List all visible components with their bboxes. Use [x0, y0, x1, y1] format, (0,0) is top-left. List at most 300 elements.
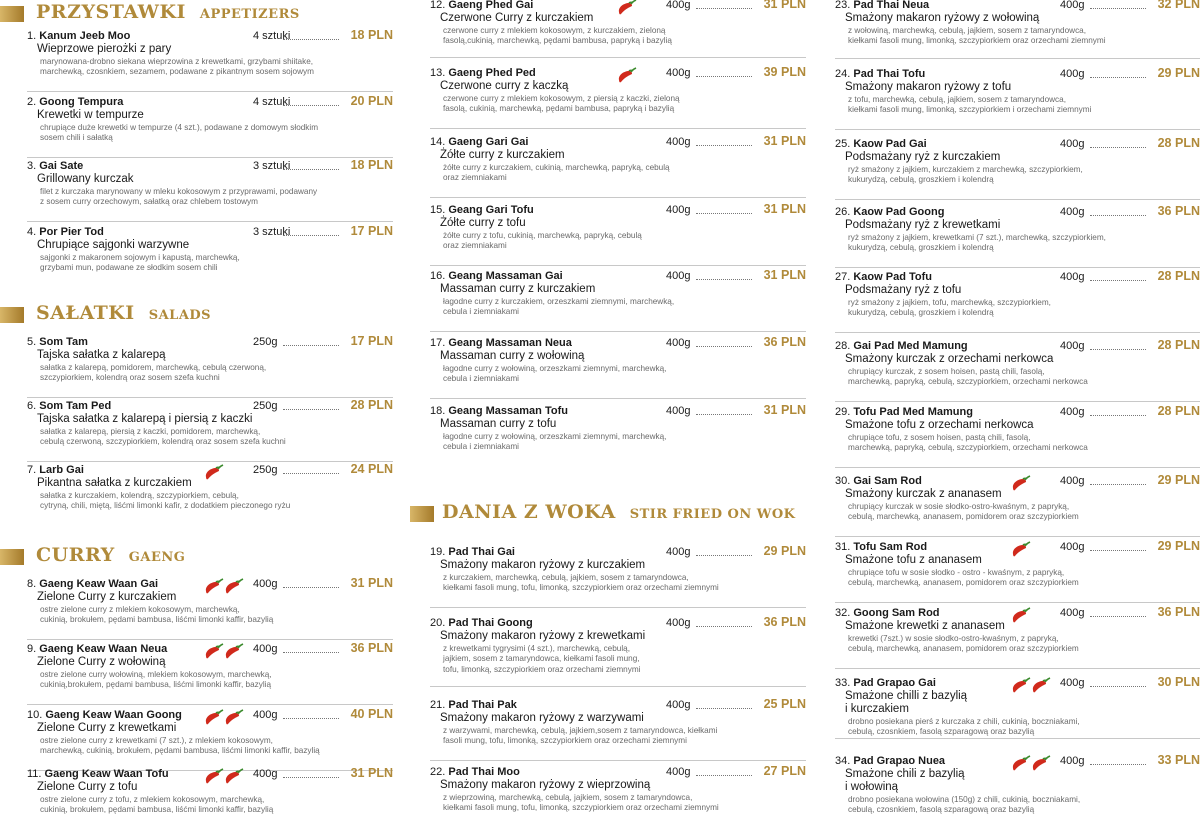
- item-divider: [835, 602, 1200, 603]
- section-title: SAŁATKI: [36, 302, 135, 324]
- item-description-line: cebula i ziemniakami: [443, 307, 519, 317]
- item-number: 20.: [430, 617, 446, 629]
- item-description: [443, 297, 674, 318]
- item-polish-line: Żółte curry z tofu: [440, 217, 526, 229]
- item-quantity: 400g: [1060, 406, 1085, 418]
- item-description: [848, 568, 1079, 589]
- item-polish-line: Wieprzowe pierożki z pary: [37, 43, 172, 55]
- item-name: [430, 546, 515, 558]
- item-polish-name: [37, 413, 252, 426]
- item-description-line: marchewką, papryką, cebulą, szczypiorkiem, orzechami nerkowca: [848, 443, 1088, 453]
- item-number: 2.: [27, 96, 37, 108]
- item-divider: [27, 91, 393, 92]
- dot-leader: [696, 76, 752, 77]
- item-description-line: chrupiący kurczak, z sosem hoisen, pastą chili, fasolą,: [848, 367, 1045, 376]
- item-description: [443, 26, 672, 47]
- item-divider: [27, 397, 393, 398]
- item-polish-name: [440, 350, 584, 363]
- item-description: [848, 233, 1106, 254]
- item-polish-name: [845, 768, 965, 794]
- item-price: 27 PLN: [763, 764, 806, 778]
- item-name: [27, 400, 111, 412]
- item-name: [27, 160, 83, 172]
- item-description: [443, 793, 719, 814]
- dot-leader: [696, 775, 752, 776]
- item-title: Pad Thai Moo: [448, 766, 520, 778]
- item-quantity: 400g: [666, 546, 691, 558]
- item-price: 29 PLN: [763, 544, 806, 558]
- item-divider: [835, 332, 1200, 333]
- item-number: 11.: [27, 768, 42, 780]
- item-name: [835, 677, 936, 689]
- item-price: 25 PLN: [763, 697, 806, 711]
- item-description-line: marchewką, papryką, cebulą, szczypiorkiem, orzechami nerkowca: [848, 377, 1088, 387]
- item-quantity: 400g: [1060, 271, 1085, 283]
- item-title: Pad Thai Goong: [448, 617, 533, 629]
- item-divider: [430, 607, 806, 608]
- menu-item: [835, 677, 1200, 739]
- item-polish-line: Smażony kurczak z orzechami nerkowca: [845, 353, 1054, 365]
- item-title: Pad Thai Tofu: [853, 68, 926, 80]
- menu-item: [835, 206, 1200, 268]
- menu-item: [27, 96, 393, 158]
- item-polish-name: [37, 781, 137, 794]
- item-polish-name: [37, 239, 189, 252]
- item-description-line: tofu, limonką, szczypiorkiem oraz orzechami ziemnymi: [443, 664, 641, 674]
- item-polish-name: [37, 43, 171, 56]
- item-name: [835, 138, 927, 150]
- menu-item: [27, 464, 393, 522]
- menu-item: [835, 68, 1200, 130]
- item-polish-line: Chrupiące sajgonki warzywne: [37, 239, 190, 251]
- item-polish-line: i wołowiną: [845, 781, 899, 793]
- item-description-line: grzybami mun, podawane ze słodkim sosem chili: [40, 263, 218, 273]
- item-polish-line: Żółte curry z kurczakiem: [440, 149, 565, 161]
- item-polish-name: [37, 656, 165, 669]
- dot-leader: [1090, 280, 1146, 281]
- item-price: 29 PLN: [1157, 473, 1200, 487]
- item-description: [848, 95, 1091, 116]
- item-description-line: cukinią, brokułem, pędami bambusa, liśćmi limonki kaffir, bazylią: [40, 615, 274, 625]
- item-description-line: ostre zielone curry z mlekiem kokosowym, marchewką,: [40, 605, 240, 614]
- item-number: 4.: [27, 226, 37, 238]
- item-number: 7.: [27, 464, 37, 476]
- section-bar: [410, 506, 434, 522]
- item-polish-line: Podsmażany ryż z kurczakiem: [845, 151, 1001, 163]
- item-name: [835, 206, 944, 218]
- item-quantity: 400g: [666, 270, 691, 282]
- item-polish-line: Massaman curry z wołowiną: [440, 350, 585, 362]
- item-title: Pad Grapao Gai: [853, 677, 936, 689]
- item-polish-line: Smażony makaron ryżowy z warzywami: [440, 712, 644, 724]
- item-description-line: ostre zielone curry z krewetkami (7 szt.), z mlekiem kokosowym,: [40, 736, 273, 745]
- item-title: Som Tam: [39, 336, 88, 348]
- item-description: [848, 26, 1106, 47]
- menu-item: [835, 607, 1200, 669]
- chili-pepper-icon: [223, 767, 245, 785]
- item-name: [835, 475, 922, 487]
- item-title: Gaeng Keaw Waan Gai: [39, 578, 159, 590]
- item-quantity: 4 sztuki: [253, 96, 291, 108]
- item-divider: [835, 467, 1200, 468]
- chili-pepper-icon: [1030, 676, 1052, 694]
- item-polish-name: [845, 488, 1002, 501]
- item-name: [835, 340, 968, 352]
- item-description-line: łagodne curry z wołowiną, orzeszkami ziemnymi, marchewką,: [443, 432, 667, 441]
- item-polish-name: [440, 12, 593, 25]
- item-polish-line: Smażone chilli z bazylią: [845, 690, 968, 702]
- item-name: [27, 96, 123, 108]
- item-polish-name: [845, 554, 982, 567]
- item-description: [848, 634, 1079, 655]
- item-number: 23.: [835, 0, 851, 11]
- section-header-salads: [0, 302, 400, 328]
- item-price: 36 PLN: [350, 641, 393, 655]
- dot-leader: [283, 235, 339, 236]
- item-divider: [835, 738, 1200, 739]
- item-quantity: 250g: [253, 400, 278, 412]
- item-polish-name: [440, 149, 565, 162]
- item-price: 31 PLN: [763, 0, 806, 11]
- item-title: Geang Massaman Tofu: [448, 405, 568, 417]
- item-polish-line: i kurczakiem: [845, 703, 909, 715]
- item-description-line: cukinią,brokułem, pędami bambusa, liśćmi limonki kaffir, bazylią: [40, 680, 272, 690]
- item-number: 13.: [430, 67, 446, 79]
- item-description-line: fasolą,cukinią, marchewką, pędami bambusa, papryką i bazylią: [443, 36, 672, 46]
- menu-item: [835, 138, 1200, 200]
- item-polish-name: [845, 419, 1034, 432]
- section-bar: [0, 549, 24, 565]
- item-quantity: 400g: [666, 337, 691, 349]
- item-price: 31 PLN: [350, 576, 393, 590]
- item-title: Gai Sam Rod: [853, 475, 922, 487]
- item-description-line: cebula i ziemniakami: [443, 442, 519, 452]
- item-title: Gaeng Keaw Waan Goong: [45, 709, 182, 721]
- menu-item: [835, 475, 1200, 537]
- item-title: Gaeng Phed Ped: [448, 67, 536, 79]
- item-polish-line: Tajska sałatka z kalarepą i piersią z kaczki: [37, 413, 253, 425]
- item-description-line: sałatka z kalarepą, piersią z kaczki, pomidorem, marchewką,: [40, 427, 261, 436]
- item-polish-name: [37, 477, 192, 490]
- menu-item: [27, 643, 393, 705]
- item-description-line: marchewką, cukinią, brokułem, pędami bambusa, liśćmi limonki kaffir, bazylią: [40, 746, 320, 756]
- item-quantity: 400g: [666, 0, 691, 11]
- item-name: [27, 336, 88, 348]
- item-polish-line: Podsmażany ryż z tofu: [845, 284, 962, 296]
- item-title: Kaow Pad Tofu: [853, 271, 932, 283]
- item-number: 33.: [835, 677, 851, 689]
- item-description: [848, 298, 1051, 319]
- section-subtitle: STIR FRIED ON WOK: [629, 507, 796, 522]
- item-number: 31.: [835, 541, 851, 553]
- item-number: 27.: [835, 271, 851, 283]
- dot-leader: [283, 587, 339, 588]
- item-name: [27, 578, 158, 590]
- item-divider: [430, 760, 806, 761]
- item-description: [40, 187, 317, 208]
- item-price: 31 PLN: [763, 268, 806, 282]
- item-description-line: kiełkami fasoli mung, tofu, limonką, szczypiorkiem oraz orzechami ziemnymi: [443, 583, 719, 593]
- item-polish-name: [440, 779, 650, 792]
- dot-leader: [1090, 77, 1146, 78]
- item-polish-name: [37, 349, 165, 362]
- item-name: [27, 643, 167, 655]
- item-quantity: 3 sztuki: [253, 160, 291, 172]
- dot-leader: [1090, 147, 1146, 148]
- item-price: 40 PLN: [350, 707, 393, 721]
- item-description-line: cebula i ziemniakami: [443, 374, 519, 384]
- item-name: [430, 270, 563, 282]
- item-quantity: 400g: [1060, 677, 1085, 689]
- item-price: 28 PLN: [1157, 269, 1200, 283]
- item-description: [40, 253, 240, 274]
- item-title: Geang Gari Tofu: [448, 204, 534, 216]
- item-number: 34.: [835, 755, 851, 767]
- section-subtitle: GAENG: [128, 550, 186, 565]
- menu-item: [835, 406, 1200, 468]
- item-quantity: 400g: [1060, 68, 1085, 80]
- item-price: 29 PLN: [1157, 539, 1200, 553]
- item-polish-name: [37, 109, 144, 122]
- item-polish-line: Smażony makaron ryżowy z tofu: [845, 81, 1012, 93]
- menu-item: [430, 546, 806, 608]
- dot-leader: [696, 414, 752, 415]
- item-polish-name: [440, 712, 644, 725]
- item-description-line: łagodne curry z kurczakiem, orzeszkami ziemnymi, marchewką,: [443, 297, 675, 306]
- menu-item: [430, 67, 806, 129]
- item-divider: [27, 704, 393, 705]
- item-polish-name: [440, 217, 526, 230]
- item-number: 14.: [430, 136, 446, 148]
- dot-leader: [1090, 8, 1146, 9]
- item-title: Kaow Pad Goong: [853, 206, 945, 218]
- chili-pepper-icon: [203, 463, 225, 481]
- item-quantity: 400g: [1060, 0, 1085, 11]
- item-description-line: kukurydzą, cebulą, groszkiem i kolendrą: [848, 175, 994, 185]
- section-title: PRZYSTAWKI: [36, 1, 186, 23]
- item-divider: [430, 197, 806, 198]
- item-description-line: drobno posiekana wołowina (150g) z chili, cukinią, boczniakami,: [848, 795, 1081, 804]
- item-description: [40, 491, 290, 512]
- item-polish-name: [845, 12, 1039, 25]
- item-polish-line: Krewetki w tempurze: [37, 109, 144, 121]
- item-divider: [835, 536, 1200, 537]
- item-description-line: cebulą czerwoną, szczypiorkiem, kolendrą oraz sosem szefa kuchni: [40, 437, 286, 447]
- item-description-line: z warzywami, marchewką, cebulą, jajkiem,sosem z tamaryndowca, kiełkami: [443, 726, 718, 735]
- dot-leader: [283, 652, 339, 653]
- item-description-line: cebulą, marchewką, ananasem, pomidorem oraz szczypiorkiem: [848, 644, 1079, 654]
- item-divider: [835, 58, 1200, 59]
- item-quantity: 400g: [666, 136, 691, 148]
- item-description: [848, 165, 1083, 186]
- menu-item: [430, 270, 806, 332]
- item-title: Kaow Pad Gai: [853, 138, 927, 150]
- item-price: 20 PLN: [350, 94, 393, 108]
- section-header-appetizers: [0, 1, 400, 27]
- item-price: 17 PLN: [350, 334, 393, 348]
- item-description-line: chrupiące duże krewetki w tempurze (4 szt.), podawane z domowym słodkim: [40, 123, 319, 132]
- item-description-line: cebulą, czosnkiem, fasolą szparagową oraz bazylią: [848, 805, 1035, 815]
- item-quantity: 3 sztuki: [253, 226, 291, 238]
- chili-pepper-icon: [203, 642, 225, 660]
- item-divider: [835, 199, 1200, 200]
- item-title: Gaeng Keaw Waan Neua: [39, 643, 168, 655]
- menu-item: [430, 766, 806, 818]
- item-number: 32.: [835, 607, 851, 619]
- menu-item: [27, 160, 393, 222]
- menu-item: [27, 30, 393, 92]
- item-polish-line: Czerwone curry z kaczką: [440, 80, 569, 92]
- dot-leader: [696, 279, 752, 280]
- item-description-line: z tofu, marchewką, cebulą, jajkiem, sosem z tamaryndowca,: [848, 95, 1066, 104]
- item-number: 9.: [27, 643, 37, 655]
- item-description-line: drobno posiekana pierś z kurczaka z chili, cukinią, boczniakami,: [848, 717, 1080, 726]
- item-description-line: kiełkami fasoli mung, limonką, szczypiorkiem i orzechami ziemnymi: [848, 105, 1092, 115]
- item-quantity: 400g: [666, 67, 691, 79]
- item-name: [27, 709, 182, 721]
- item-polish-line: Zielone Curry z kurczakiem: [37, 591, 177, 603]
- section-title: CURRY: [36, 544, 115, 566]
- item-polish-name: [440, 283, 595, 296]
- item-description-line: cytryną, chili, miętą, liśćmi limonki kafir, z dodatkiem pieczonego ryżu: [40, 501, 291, 511]
- item-description-line: marchewką, czosnkiem, sezamem, podawane z pikantnym sosem sojowym: [40, 67, 314, 77]
- item-description-line: z krewetkami tygrysimi (4 szt.), marchewką, cebulą,: [443, 644, 630, 653]
- item-description: [40, 605, 273, 626]
- item-quantity: 400g: [1060, 607, 1085, 619]
- item-description: [40, 57, 314, 78]
- item-name: [430, 0, 533, 11]
- item-title: Pad Thai Neua: [853, 0, 930, 11]
- item-name: [430, 766, 520, 778]
- item-number: 19.: [430, 546, 446, 558]
- item-number: 16.: [430, 270, 446, 282]
- chili-pepper-icon: [223, 708, 245, 726]
- item-price: 29 PLN: [1157, 66, 1200, 80]
- item-name: [27, 30, 130, 42]
- item-number: 12.: [430, 0, 446, 11]
- dot-leader: [1090, 550, 1146, 551]
- item-quantity: 400g: [666, 204, 691, 216]
- item-polish-line: Pikantna sałatka z kurczakiem: [37, 477, 192, 489]
- menu-item: [27, 226, 393, 288]
- item-description-line: sosem chili i sałatką: [40, 133, 113, 143]
- item-price: 39 PLN: [763, 65, 806, 79]
- menu-item: [430, 337, 806, 399]
- item-quantity: 400g: [666, 699, 691, 711]
- dot-leader: [1090, 686, 1146, 687]
- dot-leader: [1090, 616, 1146, 617]
- menu-item: [835, 0, 1200, 59]
- item-description: [40, 427, 286, 448]
- item-title: Gaeng Keaw Waan Tofu: [44, 768, 169, 780]
- section-bar: [0, 307, 24, 323]
- dot-leader: [696, 8, 752, 9]
- item-divider: [835, 668, 1200, 669]
- item-description-line: z sosem curry orzechowym, sałatką oraz chlebem tostowym: [40, 197, 258, 207]
- section-subtitle: APPETIZERS: [199, 7, 300, 22]
- item-polish-line: Smażony kurczak z ananasem: [845, 488, 1002, 500]
- item-description: [40, 363, 266, 384]
- item-title: Gaeng Gari Gai: [448, 136, 529, 148]
- chili-pepper-icon: [203, 577, 225, 595]
- item-description: [40, 670, 272, 691]
- item-polish-line: Smażony makaron ryżowy z kurczakiem: [440, 559, 646, 571]
- item-title: Gaeng Phed Gai: [448, 0, 534, 11]
- item-title: Larb Gai: [39, 464, 84, 476]
- item-number: 10.: [27, 709, 43, 721]
- item-polish-name: [440, 630, 645, 643]
- item-number: 25.: [835, 138, 851, 150]
- item-description: [443, 231, 642, 252]
- chili-pepper-icon: [1010, 540, 1032, 558]
- menu-item: [835, 340, 1200, 402]
- item-quantity: 400g: [666, 617, 691, 629]
- item-description-line: kiełkami fasoli mung, limonką, szczypiorkiem oraz orzechami ziemnymi: [848, 36, 1106, 46]
- item-description-line: krewetki (7szt.) w sosie słodko-ostro-kwaśnym, z papryką,: [848, 634, 1059, 643]
- item-polish-name: [37, 722, 176, 735]
- item-description-line: kukurydzą, cebulą, groszkiem i kolendrą: [848, 243, 994, 253]
- item-polish-name: [440, 559, 645, 572]
- item-description-line: żółte curry z tofu, cukinią, marchewką, papryką, cebulą: [443, 231, 642, 240]
- item-title: Geang Massaman Neua: [448, 337, 572, 349]
- item-description-line: ostre zielone curry wołowiną, mlekiem kokosowym, marchewką,: [40, 670, 272, 679]
- dot-leader: [283, 169, 339, 170]
- item-polish-line: Grillowany kurczak: [37, 173, 134, 185]
- item-polish-line: Massaman curry z kurczakiem: [440, 283, 596, 295]
- item-number: 24.: [835, 68, 851, 80]
- menu-item: [835, 755, 1200, 818]
- item-quantity: 400g: [253, 768, 278, 780]
- item-description: [848, 795, 1080, 816]
- item-name: [835, 68, 925, 80]
- item-price: 30 PLN: [1157, 675, 1200, 689]
- item-polish-name: [37, 591, 176, 604]
- menu-item: [430, 617, 806, 687]
- item-name: [835, 0, 929, 11]
- item-description-line: żółte curry z kurczakiem, cukinią, marchewką, papryką, cebulą: [443, 163, 670, 172]
- item-quantity: 400g: [253, 643, 278, 655]
- item-polish-line: Smażone tofu z orzechami nerkowca: [845, 419, 1034, 431]
- item-description-line: chrupiące tofu, z sosem hoisen, pastą chili, fasolą,: [848, 433, 1031, 442]
- item-name: [430, 67, 536, 79]
- dot-leader: [1090, 215, 1146, 216]
- dot-leader: [1090, 415, 1146, 416]
- item-price: 31 PLN: [763, 403, 806, 417]
- item-price: 28 PLN: [1157, 404, 1200, 418]
- item-name: [430, 136, 528, 148]
- item-price: 31 PLN: [763, 202, 806, 216]
- item-quantity: 400g: [1060, 475, 1085, 487]
- item-description-line: ryż smażony z jajkiem, tofu, marchewką, szczypiorkiem,: [848, 298, 1051, 307]
- menu-item: [430, 699, 806, 761]
- item-divider: [430, 398, 806, 399]
- item-description-line: chrupiący kurczak w sosie słodko-ostro-kwaśnym, z papryką,: [848, 502, 1070, 511]
- item-price: 36 PLN: [1157, 605, 1200, 619]
- item-divider: [27, 157, 393, 158]
- menu-item: [430, 136, 806, 198]
- item-polish-line: Zielone Curry z tofu: [37, 781, 138, 793]
- item-name: [430, 204, 534, 216]
- item-quantity: 400g: [253, 709, 278, 721]
- item-divider: [27, 639, 393, 640]
- item-name: [835, 607, 940, 619]
- item-name: [430, 617, 533, 629]
- menu-item: [835, 541, 1200, 603]
- item-polish-line: Smażone chili z bazylią: [845, 768, 965, 780]
- item-description-line: oraz ziemniakami: [443, 173, 507, 183]
- item-name: [27, 768, 169, 780]
- item-divider: [430, 331, 806, 332]
